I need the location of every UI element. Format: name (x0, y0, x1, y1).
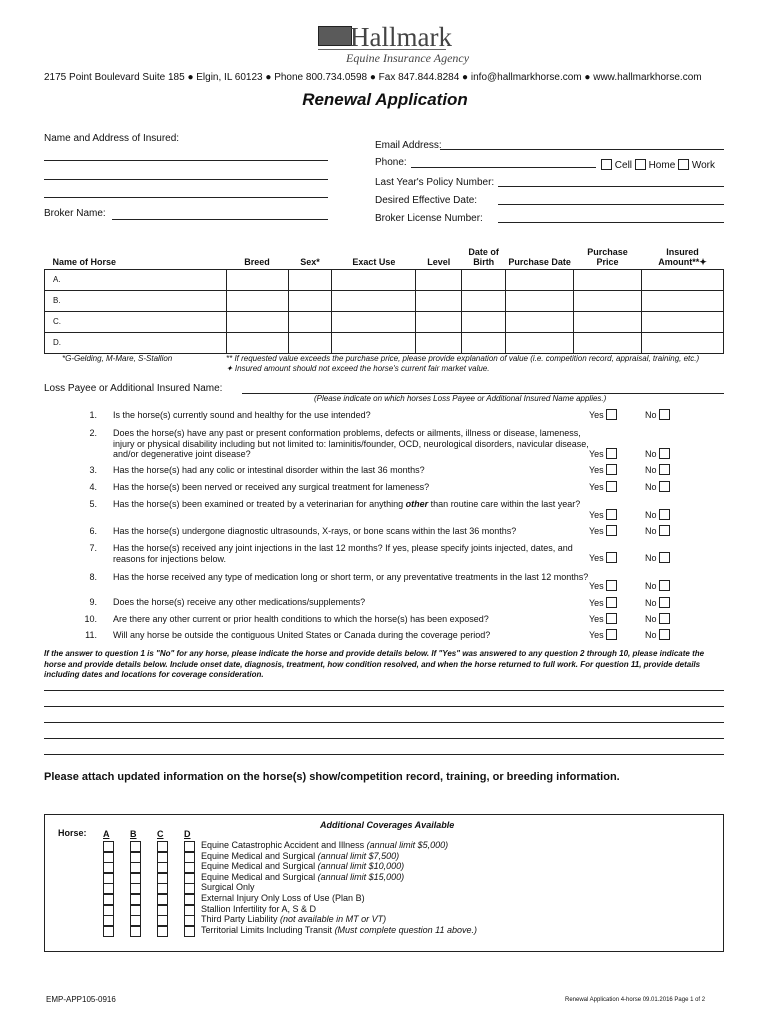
no-checkbox[interactable] (659, 481, 670, 492)
work-label: Work (691, 160, 715, 171)
logo-horse-image (318, 26, 352, 46)
yes-label: Yes (589, 410, 604, 420)
no-checkbox[interactable] (659, 525, 670, 536)
coverage-checkbox[interactable] (157, 841, 168, 852)
coverage-checkbox[interactable] (103, 841, 114, 852)
home-checkbox[interactable] (635, 159, 646, 170)
effective-date-field[interactable] (498, 204, 724, 205)
col-use: Exact Use (352, 256, 396, 267)
question-number: 7. (89, 543, 97, 553)
logo-subtitle: Equine Insurance Agency (346, 51, 470, 65)
coverage-checkbox[interactable] (184, 852, 195, 863)
no-label: No (645, 614, 657, 624)
yes-checkbox[interactable] (606, 613, 617, 624)
coverage-checkbox[interactable] (103, 905, 114, 916)
horse-table-header (45, 243, 724, 269)
yes-checkbox[interactable] (606, 580, 617, 591)
col-insured-amount: Insured Amount**✦ (658, 246, 707, 267)
coverage-item (201, 840, 448, 850)
coverage-item (201, 861, 404, 871)
col-sex: Sex* (300, 256, 320, 267)
no-label: No (645, 526, 657, 536)
coverage-checkbox[interactable] (130, 841, 141, 852)
no-label: No (645, 465, 657, 475)
agency-address: 2175 Point Boulevard Suite 185 ● Elgin, IL 60123 ● Phone 800.734.0598 ● Fax 847.844.8284 ● info@hallmarkhorse.com ● www.hallmarkhorse.com (44, 72, 702, 83)
coverage-name: Equine Medical and Surgical (201, 861, 316, 872)
yes-label: Yes (589, 526, 604, 536)
coverage-checkbox[interactable] (103, 852, 114, 863)
coverage-checkbox[interactable] (103, 915, 114, 926)
coverage-name: Third Party Liability (201, 914, 278, 925)
coverage-checkbox[interactable] (157, 926, 168, 937)
coverage-checkbox[interactable] (130, 862, 141, 873)
coverage-name: External Injury Only Loss of Use (Plan B) (201, 893, 365, 903)
coverage-name: Equine Medical and Surgical (201, 850, 316, 861)
coverage-name: Surgical Only (201, 882, 255, 893)
coverage-name: Equine Catastrophic Accident and Illness (201, 840, 365, 850)
coverage-checkbox[interactable] (130, 873, 141, 884)
question-text: Has the horse(s) undergone diagnostic ultrasounds, X-rays, or bone scans within the last 36 months? (113, 526, 517, 536)
fair-value-note: ✦ Insured amount should not exceed the horse's current fair market value. (226, 364, 490, 373)
question-text: Has the horse(s) had any colic or intestinal disorder within the last 36 months? (113, 465, 425, 475)
coverage-checkbox[interactable] (130, 852, 141, 863)
question-number: 5. (89, 499, 97, 509)
yes-label: Yes (589, 449, 604, 459)
coverage-checkbox[interactable] (103, 862, 114, 873)
cell-checkbox[interactable] (601, 159, 612, 170)
yes-option (589, 525, 617, 536)
no-option (645, 597, 670, 608)
no-checkbox[interactable] (659, 448, 670, 459)
no-option (645, 552, 670, 563)
coverage-checkbox[interactable] (130, 905, 141, 916)
no-checkbox[interactable] (659, 629, 670, 640)
yes-option (589, 613, 617, 624)
coverage-limit-note: (annual limit $7,500) (317, 850, 400, 861)
coverage-col-b: B (130, 829, 137, 839)
row-label[interactable]: C. (45, 311, 227, 332)
row-label[interactable]: A. (45, 269, 227, 290)
yes-label: Yes (589, 630, 604, 640)
row-label[interactable]: B. (45, 290, 227, 311)
home-label: Home (648, 160, 676, 171)
coverage-item (201, 882, 255, 892)
no-option (645, 448, 670, 459)
name-address-line-2[interactable] (44, 179, 328, 180)
broker-name-label: Broker Name: (44, 208, 106, 219)
coverage-item (201, 893, 365, 903)
coverage-checkbox[interactable] (130, 926, 141, 937)
no-option (645, 409, 670, 420)
form-code: EMP-APP105-0916 (46, 995, 116, 1004)
coverages-title: Additional Coverages Available (320, 820, 455, 830)
effective-date-label: Desired Effective Date: (375, 195, 478, 206)
name-address-label: Name and Address of Insured: (44, 133, 180, 144)
no-checkbox[interactable] (659, 409, 670, 420)
no-checkbox[interactable] (659, 509, 670, 520)
broker-license-field[interactable] (498, 222, 724, 223)
phone-type-options (601, 159, 715, 171)
coverage-checkbox[interactable] (184, 915, 195, 926)
question-text: Has the horse(s) been examined or treated by a veterinarian for anything other than routine care within the last year? (113, 499, 581, 509)
coverage-checkbox[interactable] (130, 883, 141, 894)
question-number: 9. (89, 597, 97, 607)
page-info: Renewal Application 4-horse 09.01.2016 Page 1 of 2 (565, 997, 706, 1003)
table-row (45, 332, 724, 353)
no-label: No (645, 449, 657, 459)
yes-option (589, 481, 617, 492)
coverage-col-d: D (184, 829, 191, 839)
coverage-checkbox[interactable] (157, 852, 168, 863)
coverage-checkbox[interactable] (184, 894, 195, 905)
sex-note: *G-Gelding, M-Mare, S-Stallion (62, 354, 173, 363)
table-row (45, 311, 724, 332)
no-checkbox[interactable] (659, 597, 670, 608)
coverage-limit-note: (annual limit $10,000) (317, 861, 405, 872)
coverage-name: Stallion Infertility for A, S & D (201, 903, 317, 914)
question-text: Has the horse(s) been nerved or received any surgical treatment for lameness? (113, 482, 430, 492)
coverage-checkbox[interactable] (157, 862, 168, 873)
col-breed: Breed (244, 256, 270, 267)
question-number: 6. (89, 526, 97, 536)
question-text: Has the horse(s) received any joint injections in the last 12 months? If yes, please specify joints injected, dates, and reasons for injections below. (113, 543, 573, 564)
question-number: 10. (84, 614, 97, 624)
col-dob: Date of Birth (468, 246, 499, 267)
attach-note: Please attach updated information on the horse(s) show/competition record, training, or breeding information. (44, 771, 620, 783)
no-label: No (645, 553, 657, 563)
no-label: No (645, 510, 657, 520)
no-option (645, 629, 670, 640)
question-number: 8. (89, 572, 97, 582)
col-level: Level (427, 256, 451, 267)
no-checkbox[interactable] (659, 552, 670, 563)
coverage-limit-note: (not available in MT or VT) (280, 914, 387, 925)
question-text: Are there any other current or prior health conditions to which the horse(s) has been exposed? (113, 614, 489, 624)
explanation-note: If the answer to question 1 is "No" for any horse, please indicate the horse and provide details below. If "Yes" was answered to any question 2 through 10, please indicate the horse and provide details below. Include onset date, diagnosis, treatment, how condition resolved, and when the horse returned to full work. For question 11, provide details including dates and locations for coverage consideration. (44, 649, 705, 679)
horse-table (44, 243, 724, 354)
last-policy-field[interactable] (498, 186, 724, 187)
coverage-checkbox[interactable] (184, 905, 195, 916)
work-checkbox[interactable] (678, 159, 689, 170)
logo-name: Hallmark (350, 22, 452, 52)
value-note: ** If requested value exceeds the purchase price, please provide explanation of value (i.e. competition record, appraisal, training, etc.) (226, 354, 700, 363)
name-address-line-1[interactable] (44, 160, 328, 161)
explanation-line-5[interactable] (44, 754, 724, 755)
no-label: No (645, 630, 657, 640)
coverage-limit-note: (annual limit $5,000) (366, 840, 449, 850)
explanation-line-4[interactable] (44, 738, 724, 739)
question-text: Does the horse(s) receive any other medications/supplements? (113, 597, 366, 607)
question-text: Is the horse(s) currently sound and healthy for the use intended? (113, 410, 371, 420)
yes-checkbox[interactable] (606, 629, 617, 640)
coverage-checkbox[interactable] (157, 915, 168, 926)
yes-checkbox[interactable] (606, 525, 617, 536)
question-number: 4. (89, 482, 97, 492)
yes-label: Yes (589, 465, 604, 475)
coverage-name: Equine Medical and Surgical (201, 871, 316, 882)
coverage-checkbox[interactable] (184, 862, 195, 873)
yes-option (589, 580, 617, 591)
coverage-item (201, 914, 386, 924)
explanation-line-2[interactable] (44, 706, 724, 707)
question-number: 3. (89, 465, 97, 475)
coverage-item (201, 872, 404, 882)
no-label: No (645, 482, 657, 492)
explanation-line-3[interactable] (44, 722, 724, 723)
yes-option (589, 409, 617, 420)
yes-checkbox[interactable] (606, 448, 617, 459)
coverage-item (201, 925, 477, 935)
cell-label: Cell (614, 160, 633, 171)
email-label: Email Address: (375, 140, 442, 151)
no-checkbox[interactable] (659, 464, 670, 475)
coverage-checkbox[interactable] (103, 873, 114, 884)
no-option (645, 481, 670, 492)
question-number: 11. (85, 630, 97, 640)
row-label[interactable]: D. (45, 332, 227, 353)
broker-name-field[interactable] (112, 219, 328, 220)
coverage-checkbox[interactable] (103, 894, 114, 905)
horse-label: Horse: (58, 828, 87, 838)
question-text: Does the horse(s) have any past or present conformation problems, defects or ailments, illness or disease, lameness, injury or physical disability including but not limited to: laminitis/founder, OCD, neurological disorders, navicular disease, and/or degenerative joint disease? (113, 428, 589, 459)
yes-checkbox[interactable] (606, 509, 617, 520)
coverage-name: Territorial Limits Including Transit (201, 924, 333, 935)
logo-rule (318, 49, 446, 50)
coverage-item (201, 904, 316, 914)
no-label: No (645, 598, 657, 608)
coverage-checkbox[interactable] (184, 873, 195, 884)
yes-label: Yes (589, 510, 604, 520)
coverage-checkbox[interactable] (157, 905, 168, 916)
coverage-checkbox[interactable] (157, 883, 168, 894)
coverage-checkbox[interactable] (130, 915, 141, 926)
no-option (645, 525, 670, 536)
yes-label: Yes (589, 614, 604, 624)
col-purchase-date: Purchase Date (508, 256, 571, 267)
coverage-checkbox[interactable] (103, 926, 114, 937)
no-label: No (645, 410, 657, 420)
no-option (645, 613, 670, 624)
table-row (45, 269, 724, 290)
coverage-checkbox[interactable] (130, 894, 141, 905)
yes-checkbox[interactable] (606, 597, 617, 608)
coverage-limit-note: (Must complete question 11 above.) (334, 924, 477, 935)
phone-field[interactable] (411, 167, 596, 168)
col-name: Name of Horse (52, 256, 117, 267)
yes-label: Yes (589, 598, 604, 608)
question-text: Will any horse be outside the contiguous United States or Canada during the coverage period? (113, 630, 491, 640)
yes-option (589, 448, 617, 459)
yes-label: Yes (589, 482, 604, 492)
question-number: 2. (89, 428, 97, 438)
coverage-item (201, 851, 399, 861)
last-policy-label: Last Year's Policy Number: (375, 177, 495, 188)
coverage-checkbox[interactable] (157, 894, 168, 905)
question-text: Has the horse received any type of medication long or short term, or any preventative treatments in the last 12 months? (113, 572, 589, 582)
yes-option (589, 597, 617, 608)
phone-label: Phone: (375, 157, 407, 168)
yes-label: Yes (589, 581, 604, 591)
coverage-col-a: A (103, 829, 110, 839)
yes-label: Yes (589, 553, 604, 563)
question-number: 1. (89, 410, 97, 420)
no-checkbox[interactable] (659, 613, 670, 624)
broker-license-label: Broker License Number: (375, 213, 483, 224)
yes-option (589, 552, 617, 563)
coverage-checkbox[interactable] (184, 883, 195, 894)
coverage-limit-note: (annual limit $15,000) (317, 871, 405, 882)
yes-option (589, 629, 617, 640)
yes-checkbox[interactable] (606, 481, 617, 492)
loss-payee-note: (Please indicate on which horses Loss Payee or Additional Insured Name applies.) (314, 394, 607, 403)
yes-checkbox[interactable] (606, 409, 617, 420)
loss-payee-label: Loss Payee or Additional Insured Name: (44, 383, 223, 394)
no-option (645, 509, 670, 520)
coverage-checkbox[interactable] (184, 841, 195, 852)
no-checkbox[interactable] (659, 580, 670, 591)
coverage-col-c: C (157, 829, 164, 839)
coverage-checkbox[interactable] (103, 883, 114, 894)
no-label: No (645, 581, 657, 591)
table-row (45, 290, 724, 311)
page-title: Renewal Application (302, 90, 468, 109)
email-field[interactable] (440, 149, 724, 150)
coverage-checkbox[interactable] (184, 926, 195, 937)
no-option (645, 580, 670, 591)
no-option (645, 464, 670, 475)
explanation-line-1[interactable] (44, 690, 724, 691)
yes-option (589, 464, 617, 475)
yes-option (589, 509, 617, 520)
yes-checkbox[interactable] (606, 552, 617, 563)
col-purchase-price: Purchase Price (587, 246, 628, 267)
coverage-checkbox[interactable] (157, 873, 168, 884)
name-address-line-3[interactable] (44, 197, 328, 198)
yes-checkbox[interactable] (606, 464, 617, 475)
